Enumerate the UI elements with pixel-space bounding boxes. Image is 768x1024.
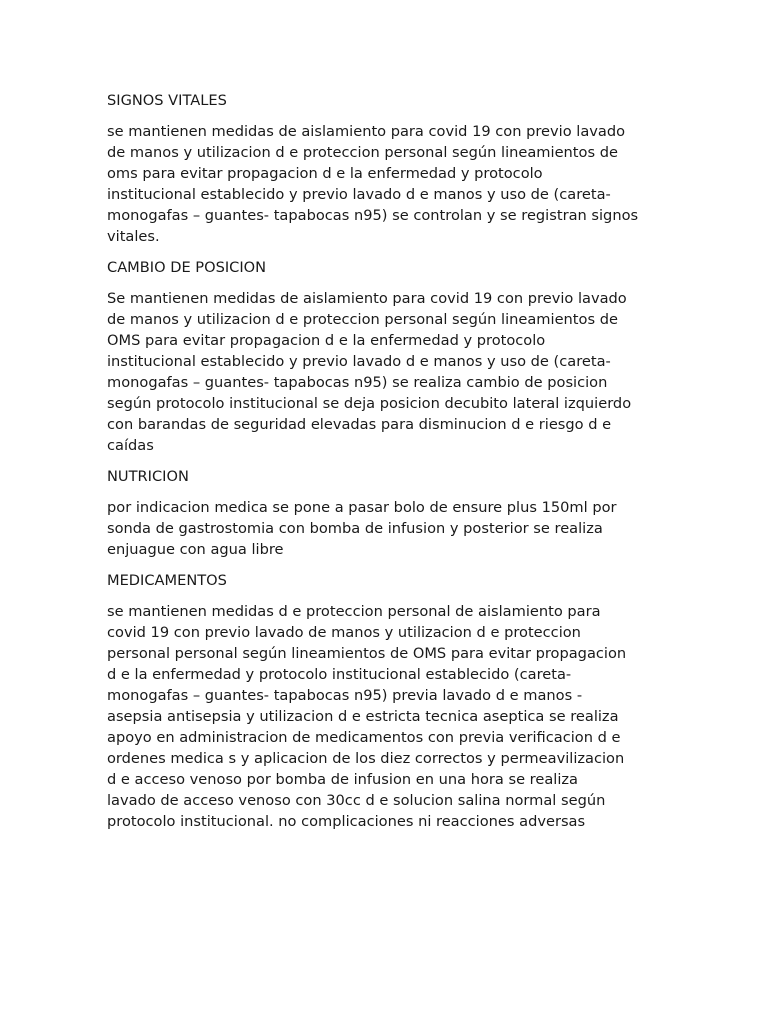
- section-heading: CAMBIO DE POSICION: [107, 259, 267, 276]
- section-cambio-de-posicion: [107, 257, 663, 456]
- section-heading: NUTRICION: [107, 468, 189, 485]
- section-medicamentos: [107, 570, 663, 832]
- section-heading: SIGNOS VITALES: [107, 92, 227, 109]
- section-nutricion: [107, 466, 663, 560]
- document-page: [107, 90, 663, 842]
- section-body: por indicacion medica se pone a pasar bolo de ensure plus 150ml por sonda de gastrostomia con bomba de infusion y posterior se realiza enjuague con agua libre: [107, 499, 617, 558]
- section-body: se mantienen medidas de aislamiento para covid 19 con previo lavado de manos y utilizacion d e proteccion personal según lineamientos de oms para evitar propagacion d e la enfermedad y protocolo institucional establecido y previo lavado d e manos y uso de (careta- monogafas – guantes- tapabocas n95) se controlan y se registran signos vitales.: [107, 123, 639, 245]
- section-heading: MEDICAMENTOS: [107, 572, 227, 589]
- section-signos-vitales: [107, 90, 663, 247]
- section-body: se mantienen medidas d e proteccion personal de aislamiento para covid 19 con previo lavado de manos y utilizacion d e proteccion personal personal según lineamientos de OMS para evitar propagacion d e la enfermedad y protocolo institucional establecido (careta- monogafas – guantes- tapabocas n95) previa lavado d e manos - asepsia antisepsia y utilizacion d e estricta tecnica aseptica se realiza apoyo en administracion de medicamentos con previa verificacion d e ordenes medica s y aplicacion de los diez correctos y permeavilizacion d e acceso venoso por bomba de infusion en una hora se realiza lavado de acceso venoso con 30cc d e solucion salina normal según protocolo institucional. no complicaciones ni reacciones adversas: [107, 603, 627, 830]
- section-body: Se mantienen medidas de aislamiento para covid 19 con previo lavado de manos y utilizacion d e proteccion personal según lineamientos de OMS para evitar propagacion d e la enfermedad y protocolo institucional establecido y previo lavado d e manos y uso de (careta- monogafas – guantes- tapabocas n95) se realiza cambio de posicion según protocolo institucional se deja posicion decubito lateral izquierdo con barandas de seguridad elevadas para disminucion d e riesgo d e caídas: [107, 290, 632, 454]
